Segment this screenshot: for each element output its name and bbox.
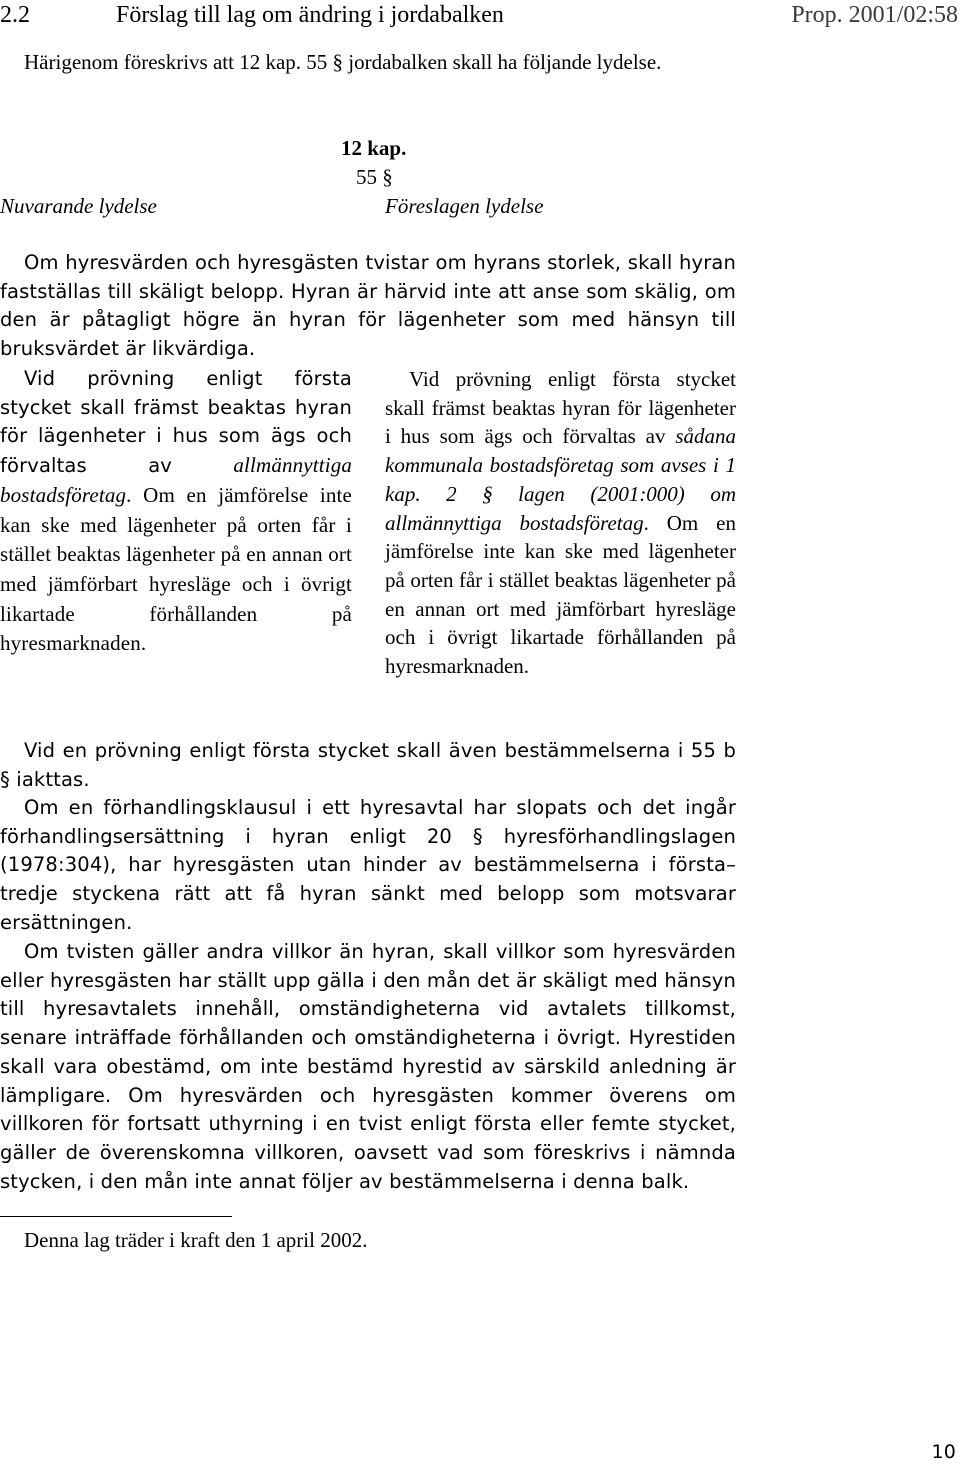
proposition-reference: Prop. 2001/02:58: [791, 2, 958, 28]
proposed-wording-heading: Föreslagen lydelse: [385, 194, 544, 218]
current-wording-italic: allmännyttiga bostadsföretag: [0, 453, 352, 507]
page-number: 10: [931, 1441, 956, 1463]
current-wording-column: [0, 365, 352, 659]
section-number: 2.2: [0, 2, 30, 28]
current-wording-text-2: . Om en jämförelse inte kan ske med lägenheter på orten får i stället beaktas lägenheter på en annan ort med jämförbart hyresläge och i övrigt likartade förhållanden på hyresmarknaden.: [0, 482, 352, 656]
paragraph-4: Om en förhandlingsklausul i ett hyresavtal har slopats och det ingår förhandlingsersättning i hyran enligt 20 § hyresförhandlingslagen (1978:304), har hyresgästen utan hinder av bestämmelserna i första–tredje styckena rätt att få hyran sänkt med belopp som motsvarar ersättningen.: [0, 796, 736, 934]
proposed-wording-italic: sådana kommunala bostadsföretag som avses i 1 kap. 2 § lagen (2001:000) om allmännyttiga bostadsföretag: [385, 424, 736, 535]
paragraph-3: Vid en prövning enligt första stycket skall även bestämmelserna i 55 b § iakttas.: [0, 739, 736, 791]
current-wording-heading: Nuvarande lydelse: [0, 194, 157, 218]
paragraph-1: Om hyresvärden och hyresgästen tvistar om hyrans storlek, skall hyran fastställas till skäligt belopp. Hyran är härvid inte att anse som skälig, om den är påtagligt högre än hyran för lägenheter som med hänsyn till bruksvärdet är likvärdiga.: [0, 251, 736, 361]
intro-text: Härigenom föreskrivs att 12 kap. 55 § jordabalken skall ha följande lydelse.: [24, 50, 662, 74]
proposed-wording-text-2: . Om en jämförelse inte kan ske med lägenheter på orten får i stället beaktas lägenheter på en annan ort med jämförbart hyresläge och i övrigt likartade förhållanden på hyresmarknaden.: [385, 510, 736, 679]
proposed-wording-column: [385, 365, 736, 681]
current-wording-text-1: Vid prövning enligt första stycket skall främst beaktas hyran för lägenheter i hus som ägs och förvaltas av: [0, 367, 352, 478]
chapter-heading: 12 kap.: [341, 136, 407, 160]
proposed-wording-text-1: Vid prövning enligt första stycket skall främst beaktas hyran för lägenheter i hus som ägs och förvaltas av: [385, 367, 736, 449]
footnote-separator: [0, 1216, 232, 1217]
section-title: Förslag till lag om ändring i jordabalken: [116, 2, 504, 28]
paragraph-mark: 55 §: [356, 165, 393, 189]
paragraph-5: Om tvisten gäller andra villkor än hyran, skall villkor som hyresvärden eller hyresgästen har ställt upp gälla i den mån det är skäligt med hänsyn till hyresavtalets innehåll, omständigheterna vid avtalets tillkomst, senare inträffade förhållanden och omständigheterna i övrigt. Hyrestiden skall vara obestämd, om inte bestämd hyrestid av särskild anledning är lämpligare. Om hyresvärden och hyresgästen kommer överens om villkoren för fortsatt uthyrning i en tvist enligt första eller femte stycket, gäller de överenskomna villkoren, oavsett vad som föreskrivs i nämnda stycken, i den mån inte annat följer av bestämmelserna i denna balk.: [0, 940, 736, 1193]
footnote-text: Denna lag träder i kraft den 1 april 2002.: [24, 1228, 368, 1252]
